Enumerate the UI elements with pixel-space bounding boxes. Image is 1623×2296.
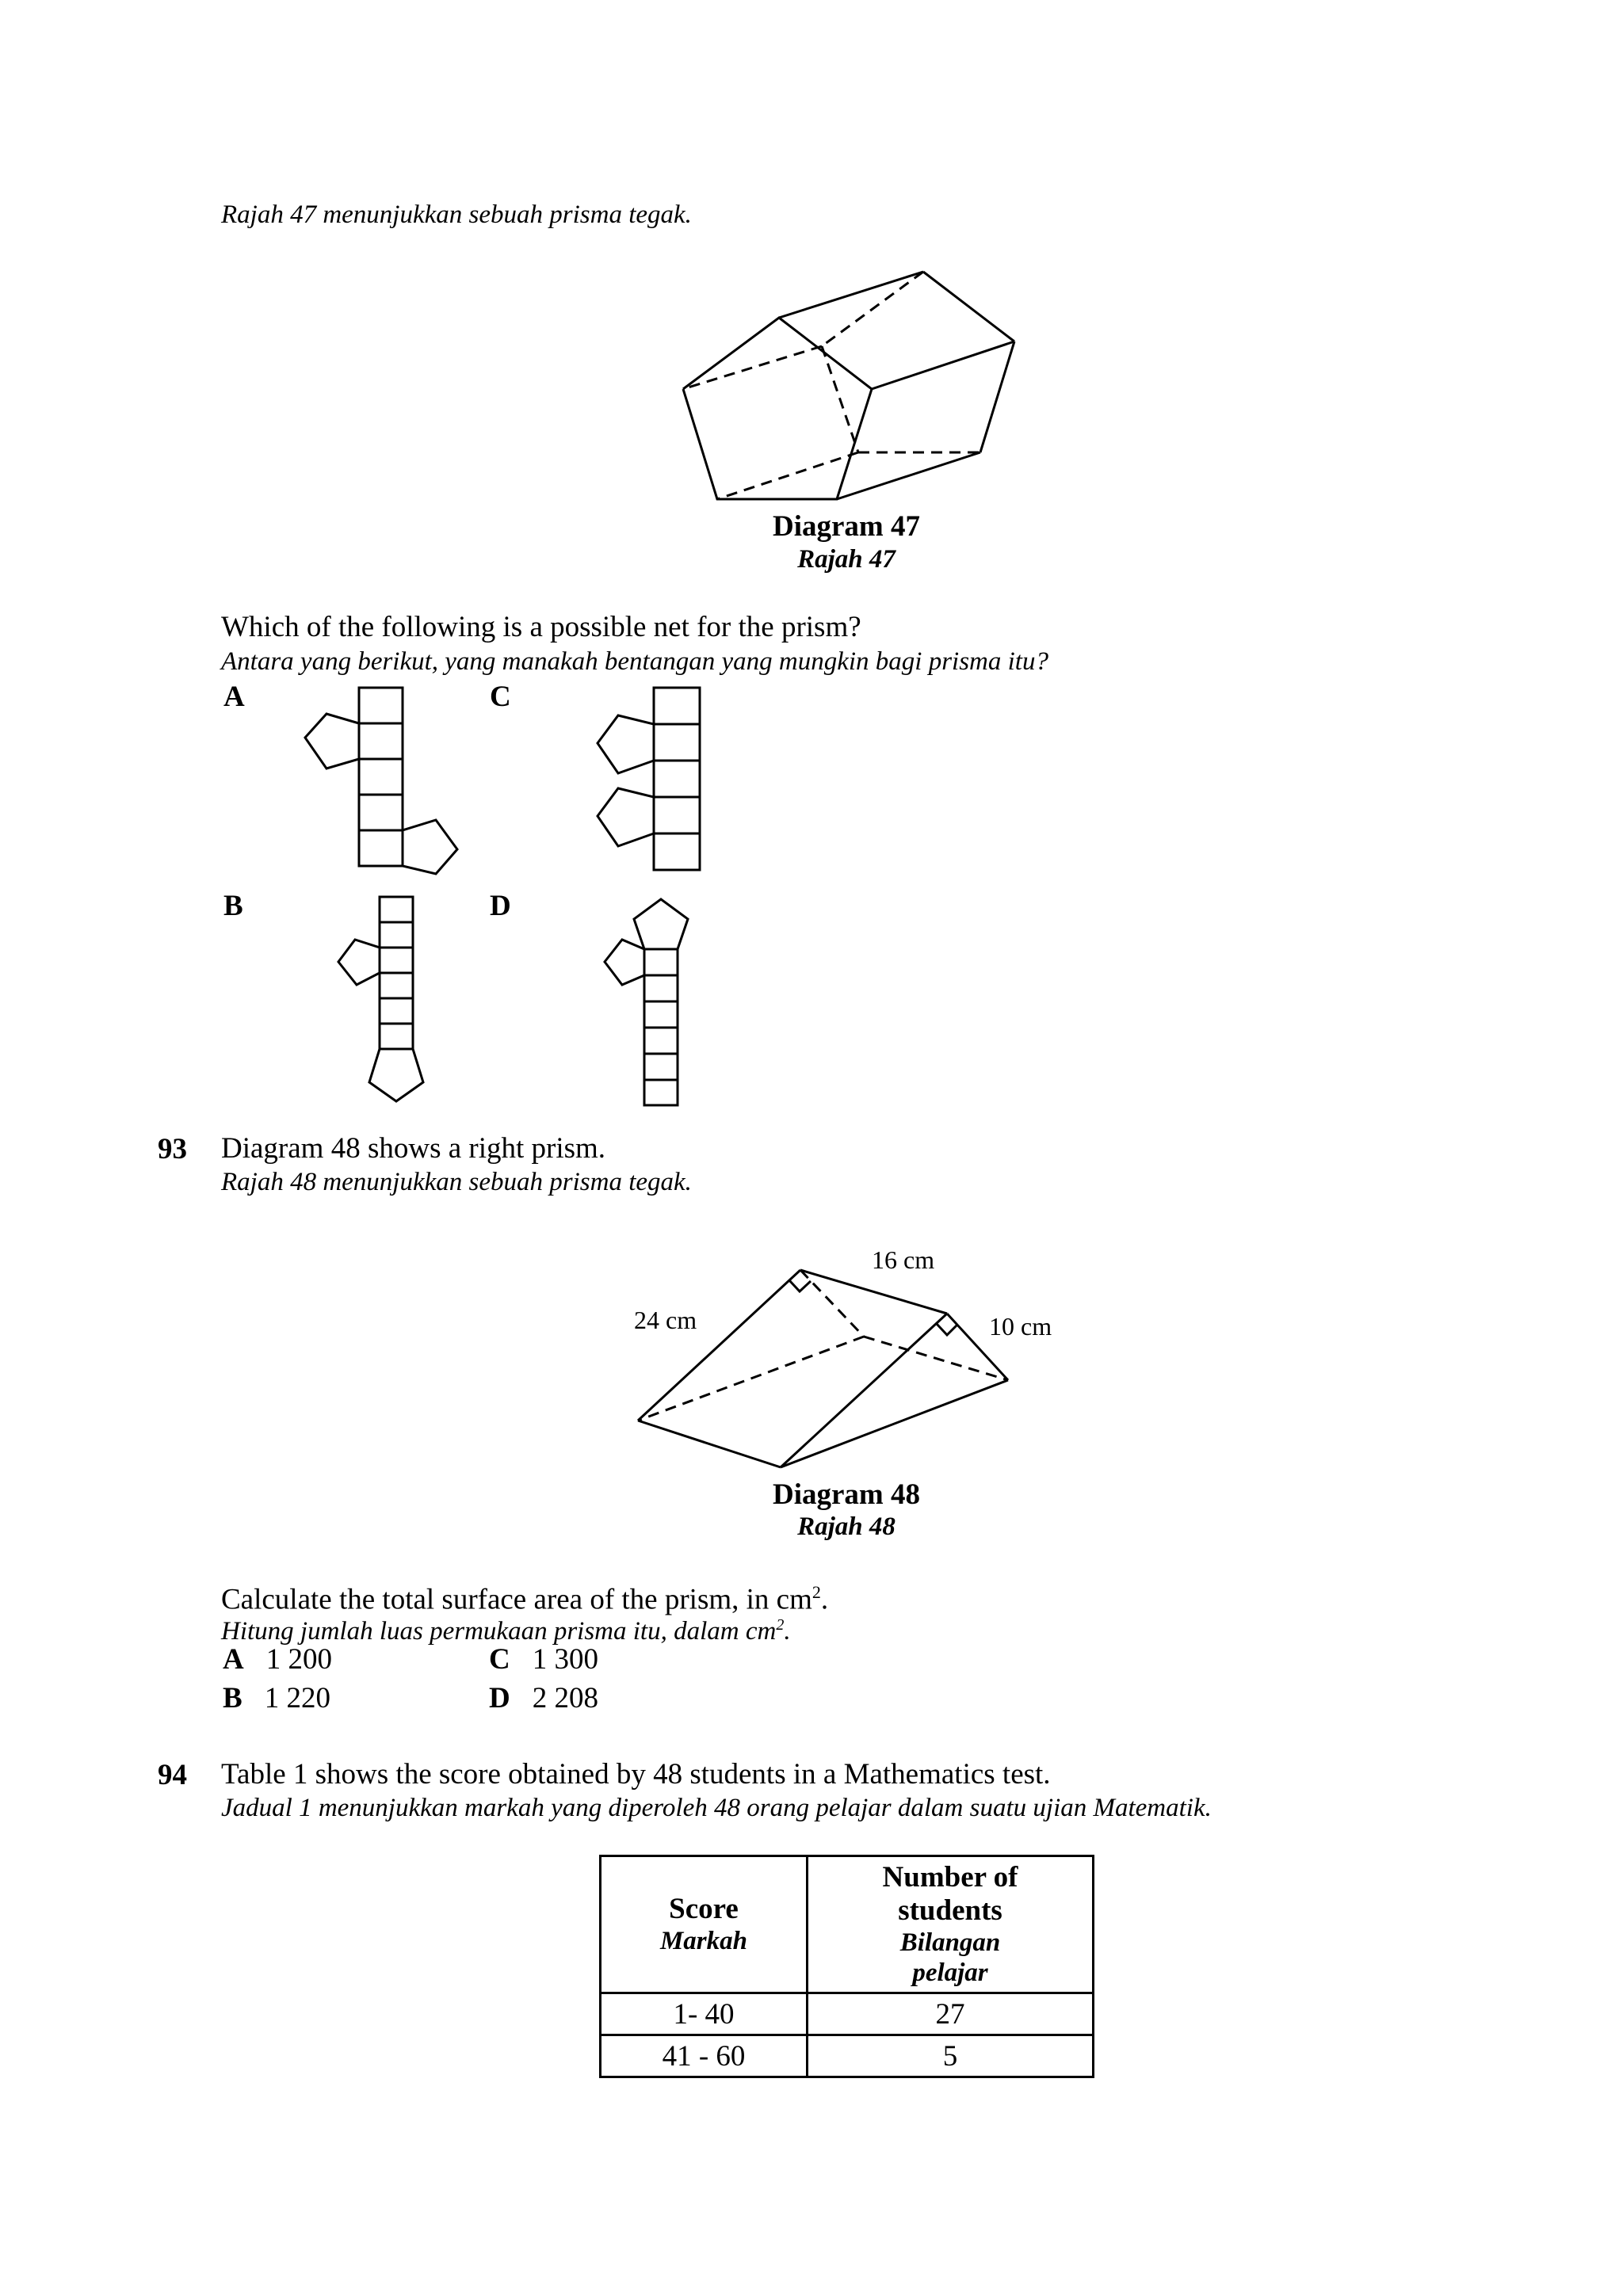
intro-malay: Rajah 47 menunjukkan sebuah prisma tegak.	[221, 200, 692, 229]
q93-option-b-value: 1 220	[264, 1682, 330, 1714]
q93-option-b[interactable]	[223, 1681, 330, 1715]
option-a-label[interactable]: A	[223, 681, 245, 713]
table-header-row	[601, 1856, 1094, 1993]
header-students-en-1: Number of	[882, 1861, 1018, 1894]
table-cell-count: 5	[808, 2035, 1094, 2077]
diagram-47-caption-malay: Rajah 47	[797, 545, 896, 574]
q93-option-c-value: 1 300	[532, 1643, 598, 1676]
q93-option-a-value: 1 200	[265, 1643, 332, 1676]
question-93-malay: Hitung jumlah luas permukaan prisma itu, dalam $cm^2$.	[221, 1616, 791, 1646]
question-94-intro: Table 1 shows the score obtained by 48 students in a Mathematics test.	[221, 1758, 1051, 1791]
dimension-24cm-label: 24 cm	[634, 1306, 697, 1334]
header-students-ms-1: Bilangan	[899, 1928, 1001, 1957]
question-92-text: Which of the following is a possible net for the prism?	[221, 611, 861, 643]
question-93-intro-malay: Rajah 48 menunjukkan sebuah prisma tegak.	[221, 1168, 692, 1196]
q93-option-a[interactable]	[223, 1642, 332, 1676]
table-cell-score: 41 - 60	[601, 2035, 808, 2077]
score-table	[599, 1855, 1094, 2078]
option-b-label[interactable]: B	[223, 890, 243, 922]
table-cell-count: 27	[808, 1993, 1094, 2035]
q93-option-d[interactable]	[489, 1681, 598, 1715]
dimension-10cm-label: 10 cm	[989, 1312, 1052, 1341]
question-93-intro: Diagram 48 shows a right prism.	[221, 1132, 606, 1165]
option-d-label[interactable]: D	[490, 890, 511, 922]
diagram-47-caption: Diagram 47	[773, 510, 920, 543]
option-c-label[interactable]: C	[490, 681, 511, 713]
diagram-48-caption: Diagram 48	[773, 1478, 920, 1511]
question-93-number: 93	[158, 1133, 187, 1165]
q93-option-d-value: 2 208	[532, 1682, 598, 1714]
header-score	[601, 1856, 808, 1993]
diagram-48-caption-malay: Rajah 48	[797, 1512, 896, 1541]
header-score-ms: Markah	[659, 1927, 748, 1955]
header-students-en-2: students	[898, 1894, 1002, 1927]
q93-option-d-letter: D	[489, 1682, 510, 1714]
q93-option-c[interactable]	[489, 1642, 598, 1676]
q93-option-b-letter: B	[223, 1682, 242, 1714]
question-92-malay: Antara yang berikut, yang manakah bentangan yang mungkin bagi prisma itu?	[221, 647, 1048, 676]
header-students-ms-2: pelajar	[912, 1958, 988, 1987]
table-cell-score: 1- 40	[601, 1993, 808, 2035]
header-students	[808, 1856, 1094, 1993]
q93-option-a-letter: A	[223, 1643, 244, 1676]
question-94-intro-malay: Jadual 1 menunjukkan markah yang diperoleh 48 orang pelajar dalam suatu ujian Matematik.	[221, 1794, 1212, 1822]
q93-option-c-letter: C	[489, 1643, 510, 1676]
header-score-en: Score	[669, 1893, 739, 1925]
question-93-text: Calculate the total surface area of the prism, in $cm^2$.	[221, 1582, 829, 1616]
dimension-16cm-label: 16 cm	[872, 1245, 935, 1274]
question-94-number: 94	[158, 1759, 187, 1791]
table-row	[601, 2035, 1094, 2077]
table-row	[601, 1993, 1094, 2035]
